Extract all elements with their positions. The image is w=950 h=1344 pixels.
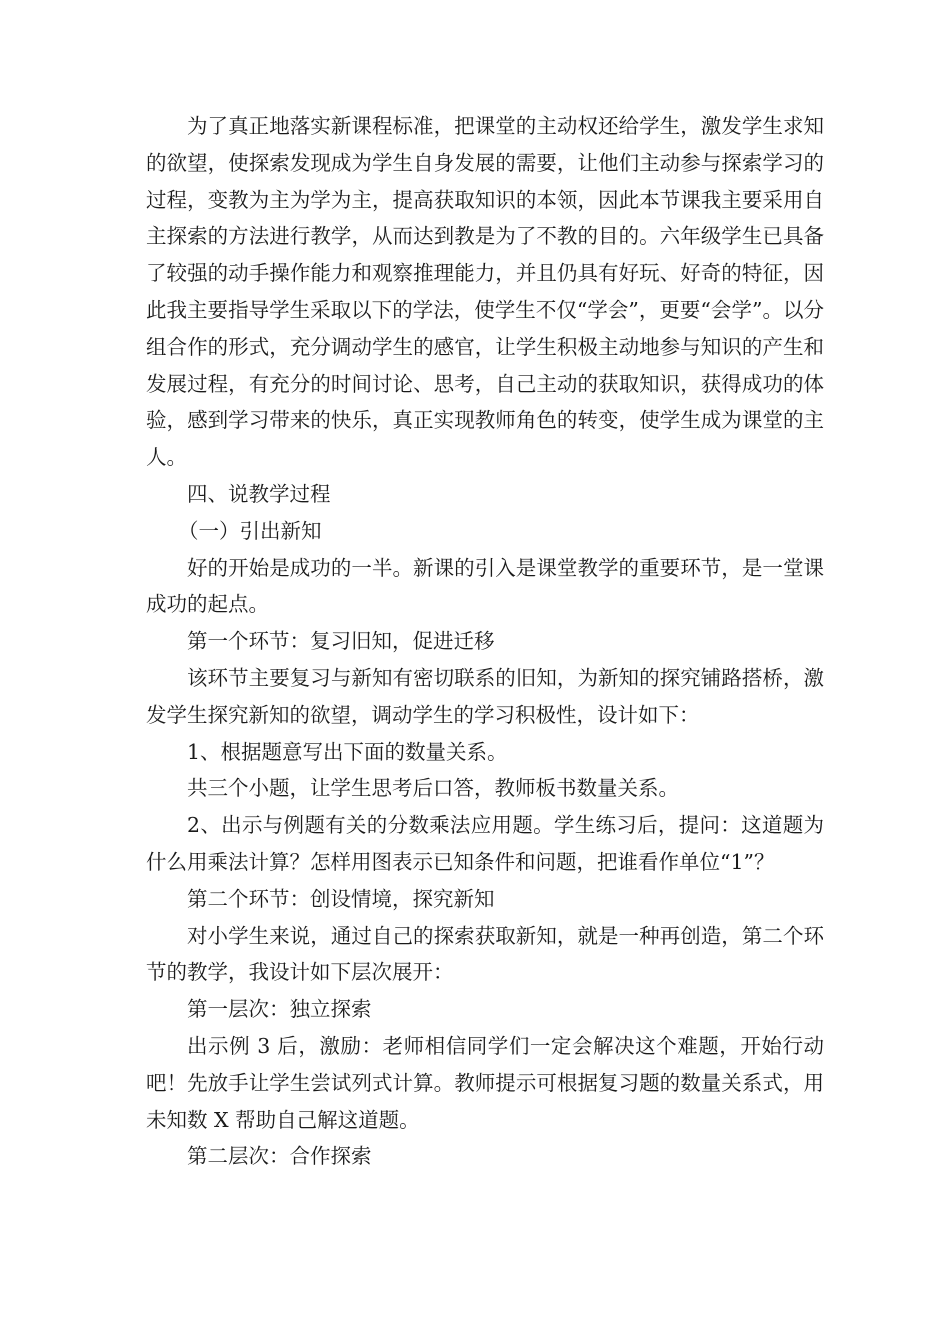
list-item-2: 2、出示与例题有关的分数乘法应用题。学生练习后，提问：这道题为什么用乘法计算？怎样用图表示已知条件和问题，把谁看作单位“1”？ [146, 813, 824, 874]
paragraph-review-design: 该环节主要复习与新知有密切联系的旧知，为新知的探究铺路搭桥，激发学生探究新知的欲望，调动学生的学习积极性，设计如下： [146, 665, 824, 727]
paragraph-good-start: 好的开始是成功的一半。新课的引入是课堂教学的重要环节，是一堂课成功的起点。 [146, 555, 824, 617]
level-heading-cooperative: 第二层次：合作探索 [187, 1144, 372, 1169]
step-heading-scenario: 第二个环节：创设情境，探究新知 [187, 886, 495, 911]
document-page [146, 108, 824, 1175]
paragraph-example-3: 出示例 3 后，激励：老师相信同学们一定会解决这个难题，开始行动吧！先放手让学生尝试列式计算。教师提示可根据复习题的数量关系式，用未知数 X 帮助自己解这道题。 [146, 1033, 824, 1132]
level-heading-independent: 第一层次：独立探索 [187, 997, 372, 1022]
subheading-introduce-new-knowledge: （一）引出新知 [178, 518, 322, 543]
paragraph-three-questions: 共三个小题，让学生思考后口答，教师板书数量关系。 [187, 776, 679, 801]
paragraph-learning-method: 为了真正地落实新课程标准，把课堂的主动权还给学生，激发学生求知的欲望，使探索发现成为学生自身发展的需要，让他们主动参与探索学习的过程，变教为主为学为主，提高获取知识的本领，因此本节课我主要采用自主探索的方法进行教学，从而达到教是为了不教的目的。六年级学生已具备了较强的动手操作能力和观察推理能力，并且仍具有好玩、好奇的特征，因此我主要指导学生采取以下的学法，使学生不仅“学会”，更要“会学”。以分组合作的形式，充分调动学生的感官，让学生积极主动地参与知识的产生和发展过程，有充分的时间讨论、思考，自己主动的获取知识，获得成功的体验，感到学习带来的快乐，真正实现教师角色的转变，使学生成为课堂的主人。 [146, 114, 824, 470]
section-heading-teaching-process: 四、说教学过程 [187, 481, 331, 506]
list-item-1: 1、根据题意写出下面的数量关系。 [187, 739, 508, 764]
step-heading-review: 第一个环节：复习旧知，促进迁移 [187, 629, 495, 654]
paragraph-scenario-design: 对小学生来说，通过自己的探索获取新知，就是一种再创造，第二个环节的教学，我设计如下层次展开： [146, 923, 824, 985]
